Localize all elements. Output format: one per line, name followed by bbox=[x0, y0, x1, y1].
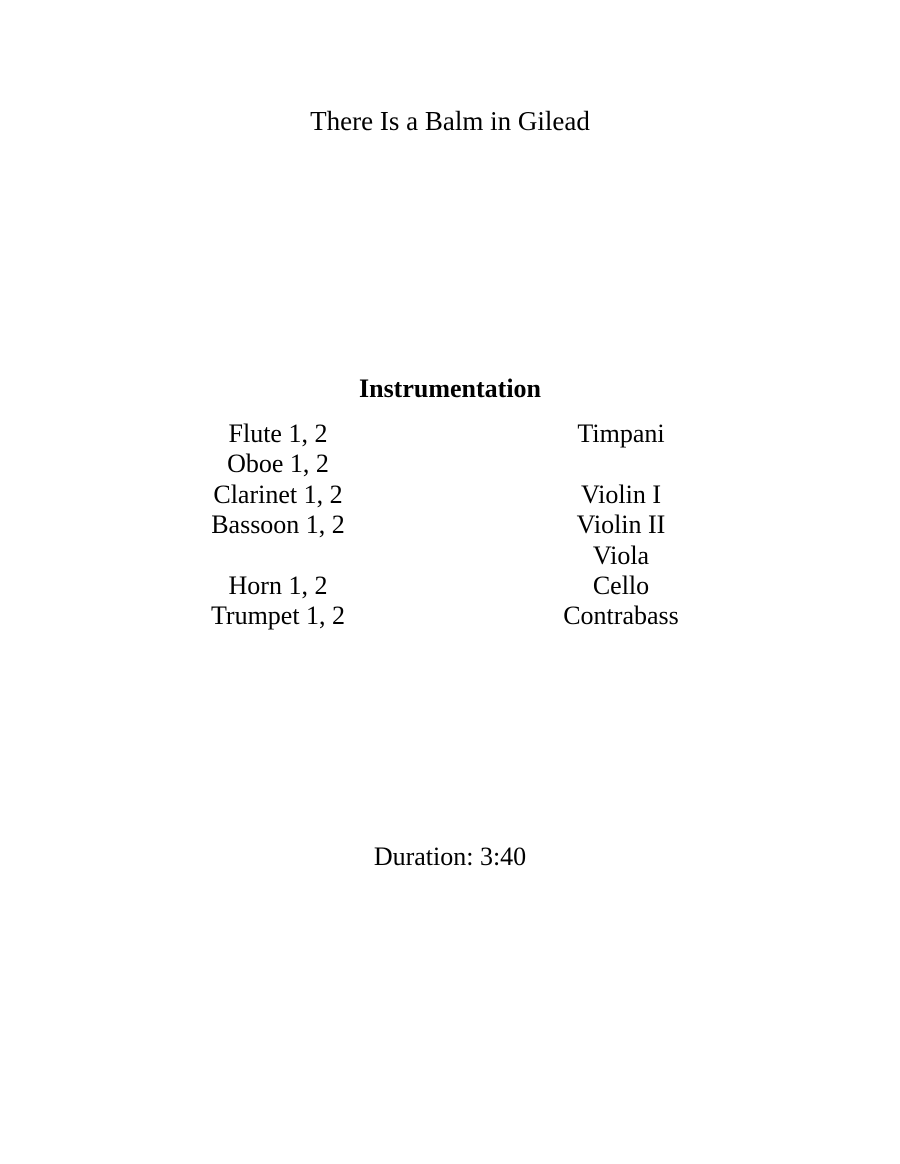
instrument-list-winds-brass bbox=[148, 419, 408, 632]
instrument-entry: Flute 1, 2 bbox=[228, 419, 328, 448]
duration-text: Duration: 3:40 bbox=[373, 842, 527, 871]
instrument-entry: Clarinet 1, 2 bbox=[213, 479, 343, 509]
instrumentation-heading: Instrumentation bbox=[358, 374, 541, 403]
instrument-spacer bbox=[148, 541, 408, 571]
instrument-entry: Cello bbox=[592, 570, 650, 600]
piece-title: There Is a Balm in Gilead bbox=[310, 106, 590, 136]
instrument-spacer bbox=[491, 449, 751, 479]
instrument-entry: Violin II bbox=[576, 510, 666, 540]
instrument-entry: Violin I bbox=[580, 479, 662, 509]
instrument-list-percussion-strings bbox=[491, 419, 751, 632]
instrument-entry: Bassoon 1, 2 bbox=[211, 510, 345, 540]
instrument-entry: Oboe 1, 2 bbox=[227, 449, 329, 479]
instrument-entry: Horn 1, 2 bbox=[228, 570, 328, 600]
instrument-entry: Trumpet 1, 2 bbox=[210, 601, 346, 631]
instrument-entry: Viola bbox=[592, 540, 650, 570]
instrument-entry: Timpani bbox=[577, 419, 665, 448]
instrument-entry: Contrabass bbox=[563, 601, 679, 631]
